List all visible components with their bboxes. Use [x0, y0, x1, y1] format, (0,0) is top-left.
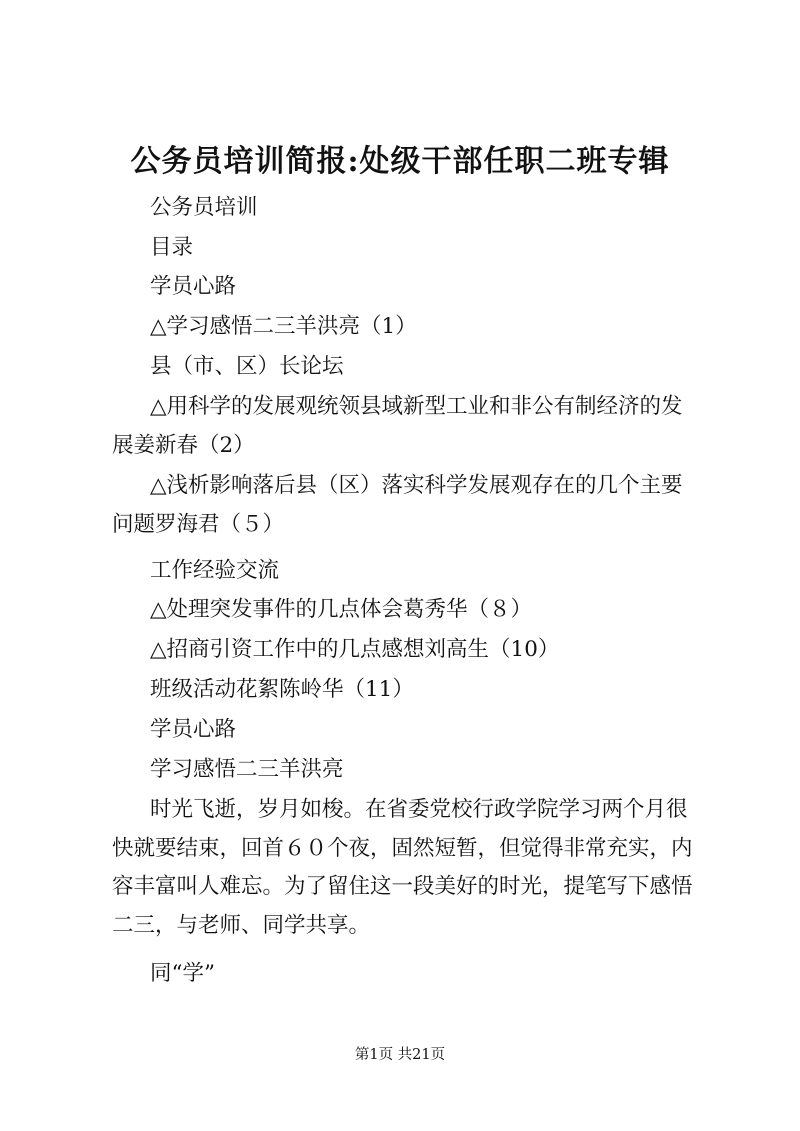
toc-entry: 班级活动花絮陈岭华（11）	[150, 677, 414, 702]
toc-entry: △用科学的发展观统领县域新型工业和非公有制经济的发展姜新春（2）	[112, 394, 683, 458]
section-heading: 学员心路	[150, 717, 237, 742]
toc-entry: △招商引资工作中的几点感想刘高生（10）	[150, 637, 560, 662]
toc-entry: △处理突发事件的几点体会葛秀华（８）	[150, 597, 533, 622]
page-footer: 第1页 共21页	[354, 1047, 446, 1063]
toc-entry: △学习感悟二三羊洪亮（1）	[150, 314, 417, 339]
document-title: 公务员培训简报:处级干部任职二班专辑	[130, 144, 670, 179]
toc-entry: △浅析影响落后县（区）落实科学发展观存在的几个主要问题罗海君（５）	[112, 473, 683, 537]
text-line: 公务员培训	[150, 195, 258, 220]
text-line: 学员心路	[150, 274, 237, 299]
article-title: 学习感悟二三羊洪亮	[150, 757, 344, 782]
section-heading: 工作经验交流	[150, 558, 280, 583]
subheading: 同“学”	[150, 961, 215, 986]
text-line: 目录	[150, 235, 194, 260]
body-paragraph: 时光飞逝，岁月如梭。在省委党校行政学院学习两个月很快就要结束，回首６０个夜，固然短暂，但觉得非常充实，内容丰富叫人难忘。为了留住这一段美好的时光，提笔写下感悟二三，与老师、同学共享。	[112, 797, 693, 938]
section-heading: 县（市、区）长论坛	[150, 354, 344, 379]
